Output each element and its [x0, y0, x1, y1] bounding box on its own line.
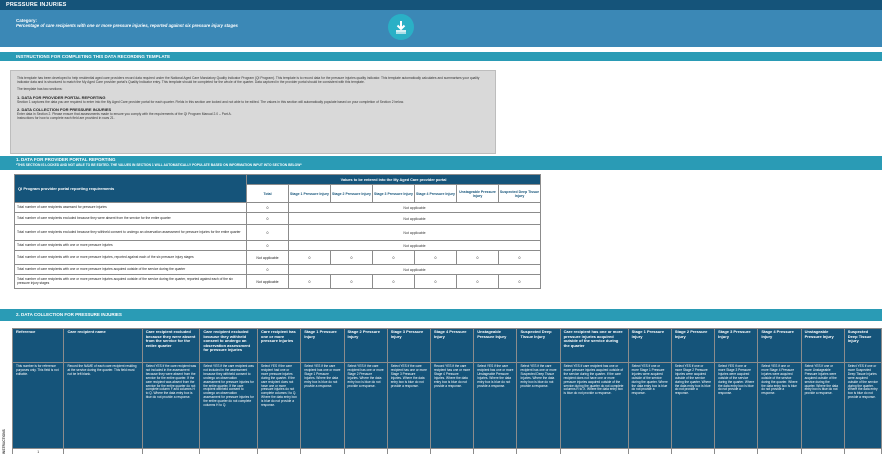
column-instruction: Select YES if one or more Stage 2 Pressure Injuries were acquired outside of the service during the quarter. Where the data entry box is blue do not provide a response.: [671, 363, 714, 449]
column-instruction: Select YES if one or more Unstageable Pressure Injuries were acquired outside of the service during the quarter. Where the data entry box is blue do not provide a response.: [801, 363, 844, 449]
column-instruction: Select YES if the care recipient has one or more Suspected Deep Tissue Injuries. Where the data entry box is blue do not provide a response.: [517, 363, 560, 449]
portal-stage-cell: 0: [415, 275, 457, 289]
data-entry-cell[interactable]: [715, 449, 758, 454]
column-header: Suspected Deep Tissue Injury: [499, 185, 541, 203]
collection-column-header: Suspected Deep Tissue Injury: [517, 329, 560, 363]
column-instruction: Select YES if one or more Stage 1 Pressure Injuries were acquired outside of the service during the quarter. Where the data entry box is blue do not provide a response.: [628, 363, 671, 449]
column-instruction: Select YES if the care recipient was not included in the assessment because they withheld consent to undergo an observation assessment for pressure injuries for the entire quarter. If the care recipient withheld consent to undergo an observation assessment for pressure injuries for the entire quarter do not complete columns H to Q.: [200, 363, 258, 449]
portal-stage-cell: 0: [331, 251, 373, 265]
column-instruction: Record the NAME of each care recipient residing at the service during the quarter. This field must not be left blank.: [64, 363, 142, 449]
portal-stage-cell: 0: [457, 275, 499, 289]
portal-total-cell: Not applicable: [247, 251, 289, 265]
data-entry-cell[interactable]: [258, 449, 301, 454]
category-heading: Category:: [16, 18, 38, 23]
category-text: Percentage of care recipients with one or more pressure injuries, reported against six pressure injury stages: [16, 23, 238, 28]
data-entry-cell[interactable]: [64, 449, 142, 454]
page-title: PRESSURE INJURIES: [6, 2, 67, 8]
collection-column-header: Care recipient name: [64, 329, 142, 363]
portal-values-header: Values to be entered into the My Aged Care provider portal: [247, 175, 541, 185]
collection-column-header: Stage 4 Pressure Injury: [430, 329, 473, 363]
collection-column-header: Stage 1 Pressure Injury: [301, 329, 344, 363]
collection-column-header: Stage 2 Pressure Injury: [344, 329, 387, 363]
column-instruction: Select YES if the care recipient was not included in the assessment because they were absent from the service for the entire quarter. If the care recipient was absent from the service for the entire quarter do not complete column F and columns H to Q. Where the data entry box is blue do not provide a response.: [142, 363, 200, 449]
not-applicable-cell: Not applicable: [289, 213, 541, 225]
collection-column-header: Stage 1 Pressure Injury: [628, 329, 671, 363]
data-entry-cell[interactable]: [387, 449, 430, 454]
portal-row-label: Total number of care recipients excluded because they withheld consent to undergo an observation assessment for pressure injuries for the entire quarter: [15, 225, 247, 241]
column-header: Stage 2 Pressure Injury: [331, 185, 373, 203]
data-entry-cell[interactable]: [301, 449, 344, 454]
data-entry-cell[interactable]: [430, 449, 473, 454]
data-entry-cell[interactable]: [344, 449, 387, 454]
instructions-side-label: [0, 328, 12, 454]
instructions-section1-text: Section 1 captures the data you are required to enter into the My Aged Care provider portal for each quarter. Fields in this section are locked and not able to be edited. The values in this section will automatically populate based on your completion of Section 2 below.: [17, 99, 404, 104]
collection-column-header: Stage 4 Pressure Injury: [758, 329, 801, 363]
not-applicable-cell: Not applicable: [289, 265, 541, 275]
column-instruction: Record YES if the care recipient has one or more Stage 4 Pressure Injuries. Where the data entry box is blue do not provide a response.: [430, 363, 473, 449]
column-instruction: Select YES if the care recipient has one or more Stage 1 Pressure Injuries. Where the data entry box is blue do not provide a response.: [301, 363, 344, 449]
data-entry-cell[interactable]: [142, 449, 200, 454]
collection-column-header: Stage 3 Pressure Injury: [387, 329, 430, 363]
portal-total-cell: 0: [247, 241, 289, 251]
collection-column-header: Unstageable Pressure Injury: [801, 329, 844, 363]
portal-row: [15, 275, 541, 289]
column-instruction: Select YES if the care recipient has one or more Stage 2 Pressure Injuries. Where the data entry box is blue do not provide a response.: [344, 363, 387, 449]
data-entry-cell[interactable]: [844, 449, 881, 454]
category-banner: [0, 10, 882, 47]
column-instruction: Select YES if one or more Suspected Deep Tissue Injuries were acquired outside of the service during the quarter. Where the data entry box is blue do not provide a response.: [844, 363, 881, 449]
not-applicable-cell: Not applicable: [289, 225, 541, 241]
collection-column-header: Suspected Deep Tissue Injury: [844, 329, 881, 363]
portal-row: [15, 225, 541, 241]
data-entry-cell[interactable]: [560, 449, 628, 454]
column-header: Stage 4 Pressure Injury: [415, 185, 457, 203]
collection-column-header: Care recipient has one or more pressure injuries: [258, 329, 301, 363]
collection-column-header: Care recipient has one or more pressure injuries acquired outside of the service during the quarter: [560, 329, 628, 363]
portal-stage-cell: 0: [499, 251, 541, 265]
provider-portal-table: [14, 174, 541, 289]
column-instruction: Select YES if the care recipient had one or more pressure injuries during the quarter. If the care recipient does not have one or more pressure injuries do not complete columns I to Q. Where the data entry box is blue do not provide a response.: [258, 363, 301, 449]
section2-title: 2. DATA COLLECTION FOR PRESSURE INJURIES: [16, 312, 122, 317]
portal-total-cell: 0: [247, 213, 289, 225]
collection-column-header: Stage 3 Pressure Injury: [715, 329, 758, 363]
column-instruction: Select YES if the care recipient has one or more Unstageable Pressure Injuries. Where the data entry box is blue do not provide a response.: [474, 363, 517, 449]
portal-row-label: Total number of care recipients with one or more pressure injuries acquired outside of the service during the quarter: [15, 265, 247, 275]
not-applicable-cell: Not applicable: [289, 241, 541, 251]
instructions-sections-label: The template has two sections:: [17, 87, 63, 92]
column-instruction: Select YES if one or more Stage 3 Pressure Injuries were acquired outside of the service during the quarter. Where the data entry box is blue do not provide a response.: [715, 363, 758, 449]
portal-total-cell: 0: [247, 225, 289, 241]
section1-title: 1. DATA FOR PROVIDER PORTAL REPORTING: [16, 157, 116, 162]
portal-requirements-header: QI Program provider portal reporting requirements: [15, 175, 247, 203]
instructions-intro: This template has been developed to help residential aged care providers record data required under the National Aged Care Mandatory Quality Indicator Program (QI Program). This template is to record data for the pressure injuries quality indicator. This template automatically calculates and summarises your quality indicator data and is structured to match the My Aged Care provider portal's Quality Indicator entry. This template should be completed for the whole of the quarter. Data captured in the provider portal should be consistent with this template.: [17, 76, 480, 85]
portal-stage-cell: 0: [373, 275, 415, 289]
section1-band: [0, 156, 882, 170]
column-instruction: Select YES if care recipient has one or more pressure injuries acquired outside of the service during the quarter. If the care recipient does not have one or more pressure injuries acquired outside of the service during the quarter do not complete columns R to X. Where the data entry box is blue do not provide a response.: [560, 363, 628, 449]
portal-total-cell: Not applicable: [247, 275, 289, 289]
section1-note: *THIS SECTION IS LOCKED AND NOT ABLE TO BE EDITED. THE VALUES IN SECTION 1 WILL AUTOMATICALLY POPULATE BASED ON INFORMATION INPUT INTO SECTION BELOW*: [16, 163, 302, 167]
instructions-heading: INSTRUCTIONS FOR COMPLETING THIS DATA RECORDING TEMPLATE: [16, 54, 171, 59]
column-header: Stage 1 Pressure Injury: [289, 185, 331, 203]
portal-row-label: Total number of care recipients excluded because they were absent from the service for the entire quarter: [15, 213, 247, 225]
data-entry-cell[interactable]: [474, 449, 517, 454]
collection-column-header: Reference: [13, 329, 64, 363]
instructions-section2-heading: 2. DATA COLLECTION FOR PRESSURE INJURIES: [17, 106, 112, 112]
collection-column-header: Unstageable Pressure Injury: [474, 329, 517, 363]
portal-stage-cell: 0: [289, 251, 331, 265]
title-bar: [0, 0, 882, 10]
download-icon: [393, 19, 409, 35]
portal-total-cell: 0: [247, 265, 289, 275]
data-entry-cell[interactable]: [200, 449, 258, 454]
data-entry-cell[interactable]: [628, 449, 671, 454]
portal-stage-cell: 0: [373, 251, 415, 265]
instructions-section2-text: Enter data in Section 2. Please ensure that assessments made to ensure you comply with the requirements of the QI Program Manual 2.0 – Part A.: [17, 111, 232, 116]
instructions-section1-heading: 1. DATA FOR PROVIDER PORTAL REPORTING: [17, 94, 106, 100]
portal-stage-cell: 0: [499, 275, 541, 289]
portal-stage-cell: 0: [415, 251, 457, 265]
column-instruction: Select YES if one or more Stage 4 Pressure Injuries were acquired outside of the service during the quarter. Where the data entry box is blue do not provide a response.: [758, 363, 801, 449]
portal-row-label: Total number of care recipients assessed for pressure injuries: [15, 203, 247, 213]
instructions-section2-text2: Instructions for how to complete each field are provided in rows 21.: [17, 116, 115, 121]
column-instruction: This number is for reference purposes only. This field is not editable.: [13, 363, 64, 449]
portal-row: [15, 213, 541, 225]
column-header: Total: [247, 185, 289, 203]
portal-row: [15, 265, 541, 275]
instructions-panel: [10, 70, 496, 154]
portal-row: [15, 241, 541, 251]
portal-row-label: Total number of care recipients with one or more pressure injuries: [15, 241, 247, 251]
download-button[interactable]: [388, 14, 414, 40]
portal-stage-cell: 0: [289, 275, 331, 289]
data-entry-cell[interactable]: [517, 449, 560, 454]
portal-stage-cell: 0: [331, 275, 373, 289]
column-instruction: Select YES if the care recipient has one or more Stage 3 Pressure Injuries. Where the data entry box is blue do not provide a response.: [387, 363, 430, 449]
data-entry-cell[interactable]: [801, 449, 844, 454]
portal-row: [15, 203, 541, 213]
portal-row-label: Total number of care recipients with one or more pressure injuries, reported against each of the six pressure injury stages: [15, 251, 247, 265]
portal-row: [15, 251, 541, 265]
portal-row-label: Total number of care recipients with one or more pressure injuries acquired outside of the service during the quarter, reported against each of the six pressure injury stages: [15, 275, 247, 289]
collection-column-header: Care recipient excluded because they were absent from the service for the entire quarter: [142, 329, 200, 363]
data-entry-cell[interactable]: [671, 449, 714, 454]
not-applicable-cell: Not applicable: [289, 203, 541, 213]
reference-cell: 1: [13, 449, 64, 454]
collection-column-header: Stage 2 Pressure Injury: [671, 329, 714, 363]
side-label-text: INSTRUCTIONS: [2, 429, 6, 454]
section2-band: [0, 309, 882, 321]
column-header: Stage 3 Pressure Injury: [373, 185, 415, 203]
data-entry-cell[interactable]: [758, 449, 801, 454]
portal-stage-cell: 0: [457, 251, 499, 265]
collection-column-header: Care recipient excluded because they withheld consent to undergo an observation assessment for pressure injuries: [200, 329, 258, 363]
column-header: Unstageable Pressure Injury: [457, 185, 499, 203]
portal-total-cell: 0: [247, 203, 289, 213]
data-collection-table: [12, 328, 882, 454]
instructions-band: [0, 52, 882, 61]
